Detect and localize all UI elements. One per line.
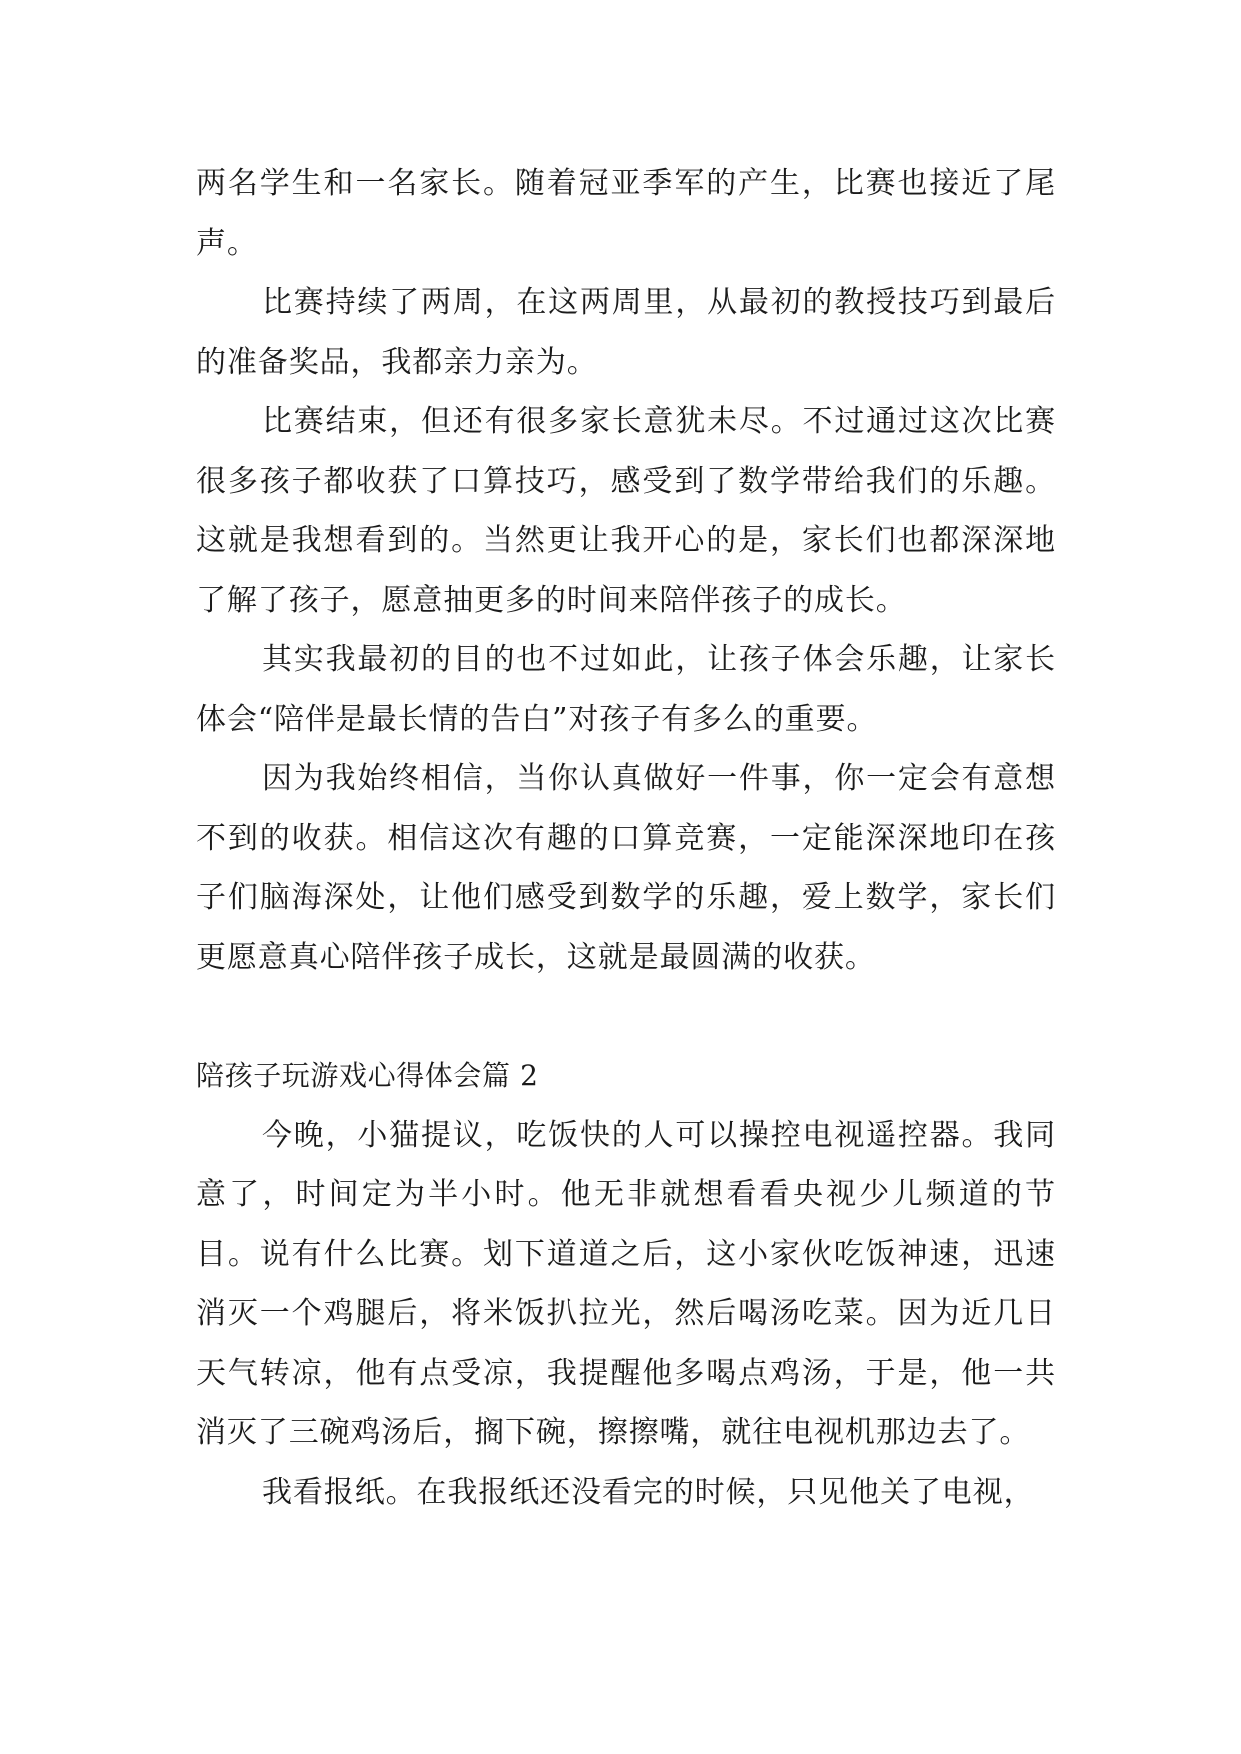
- paragraph: 因为我始终相信，当你认真做好一件事，你一定会有意想不到的收获。相信这次有趣的口算竞赛，一定能深深地印在孩子们脑海深处，让他们感受到数学的乐趣，爱上数学，家长们更愿意真心陪伴孩子成长，这就是最圆满的收获。: [196, 761, 1056, 975]
- section-heading: 陪孩子玩游戏心得体会篇 2: [196, 1059, 539, 1092]
- paragraph: 我看报纸。在我报纸还没看完的时候，只见他关了电视，: [262, 1474, 1035, 1510]
- paragraph: 两名学生和一名家长。随着冠亚季军的产生，比赛也接近了尾声。: [196, 166, 1056, 261]
- paragraph: 比赛结束，但还有很多家长意犹未尽。不过通过这次比赛很多孩子都收获了口算技巧，感受到了数学带给我们的乐趣。这就是我想看到的。当然更让我开心的是，家长们也都深深地了解了孩子，愿意抽更多的时间来陪伴孩子的成长。: [196, 404, 1056, 618]
- paragraph: 比赛持续了两周，在这两周里，从最初的教授技巧到最后的准备奖品，我都亲力亲为。: [196, 285, 1056, 380]
- paragraph: 其实我最初的目的也不过如此，让孩子体会乐趣，让家长体会“陪伴是最长情的告白”对孩子有多么的重要。: [196, 642, 1056, 737]
- paragraph: 今晚，小猫提议，吃饭快的人可以操控电视遥控器。我同意了，时间定为半小时。他无非就想看看央视少儿频道的节目。说有什么比赛。划下道道之后，这小家伙吃饭神速，迅速消灭一个鸡腿后，将米饭扒拉光，然后喝汤吃菜。因为近几日天气转凉，他有点受凉，我提醒他多喝点鸡汤，于是，他一共消灭了三碗鸡汤后，搁下碗，擦擦嘴，就往电视机那边去了。: [196, 1117, 1056, 1450]
- document-body: [196, 154, 1056, 1522]
